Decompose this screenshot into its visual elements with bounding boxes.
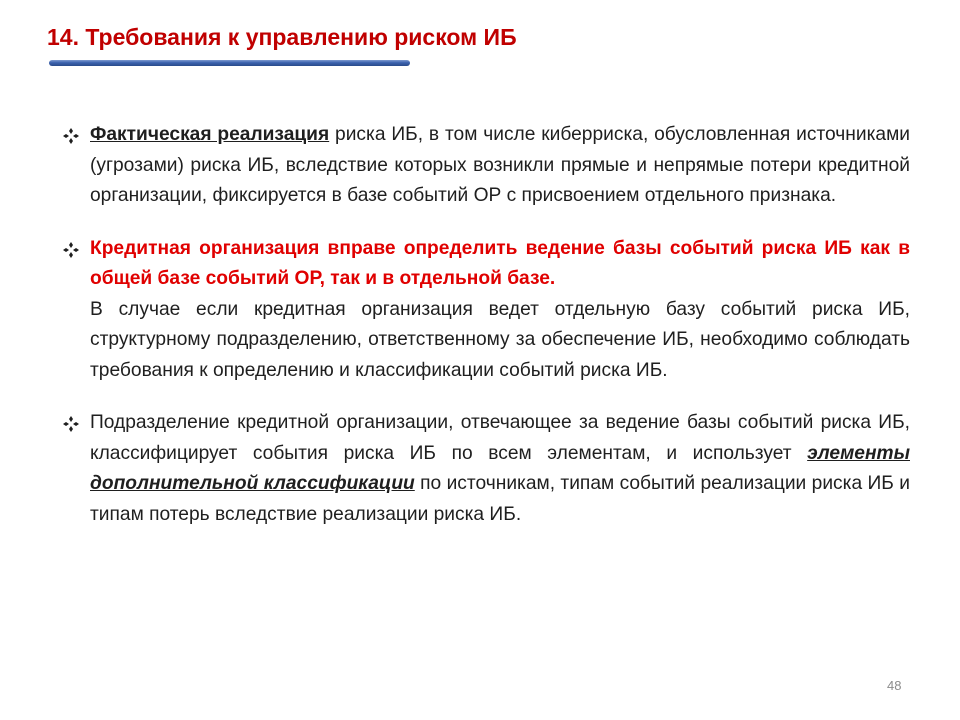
bullet-3-emphasis: элементы дополнительной классификации (90, 442, 910, 494)
bullet-3-text-after: по источникам, типам событий реализации риска ИБ и типам потерь вследствие реализации риска ИБ. (90, 473, 910, 525)
bullet-1-lead: Фактическая реализация (90, 124, 330, 145)
bullet-item-2 (62, 234, 910, 387)
bullet-item-1 (62, 120, 910, 212)
page-number: 48 (887, 678, 902, 693)
slide-title: 14. Требования к управлению риском ИБ (47, 24, 517, 50)
diamond-bullet-icon (62, 127, 80, 145)
diamond-bullet-icon (62, 241, 80, 259)
diamond-bullet-icon (62, 415, 80, 433)
bullet-2-text: В случае если кредитная организация ведет отдельную базу событий риска ИБ, структурному подразделению, ответственному за обеспечение ИБ, необходимо соблюдать требования к определению и классификации событий риска ИБ. (90, 298, 910, 381)
title-underline-bar (49, 60, 410, 66)
bullet-list (62, 120, 910, 530)
bullet-3-text-before: Подразделение кредитной организации, отвечающее за ведение базы событий риска ИБ, классифицирует события риска ИБ по всем элементам, и использует (90, 412, 910, 464)
bullet-item-3 (62, 408, 910, 530)
bullet-1-text: риска ИБ, в том числе киберриска, обусловленная источниками (угрозами) риска ИБ, вследствие которых возникли прямые и непрямые потери кредитной организации, фиксируется в базе событий ОР с присвоением отдельного признака. (90, 124, 910, 206)
bullet-2-highlight: Кредитная организация вправе определить ведение базы событий риска ИБ как в общей базе событий ОР, так и в отдельной базе. (90, 237, 910, 289)
